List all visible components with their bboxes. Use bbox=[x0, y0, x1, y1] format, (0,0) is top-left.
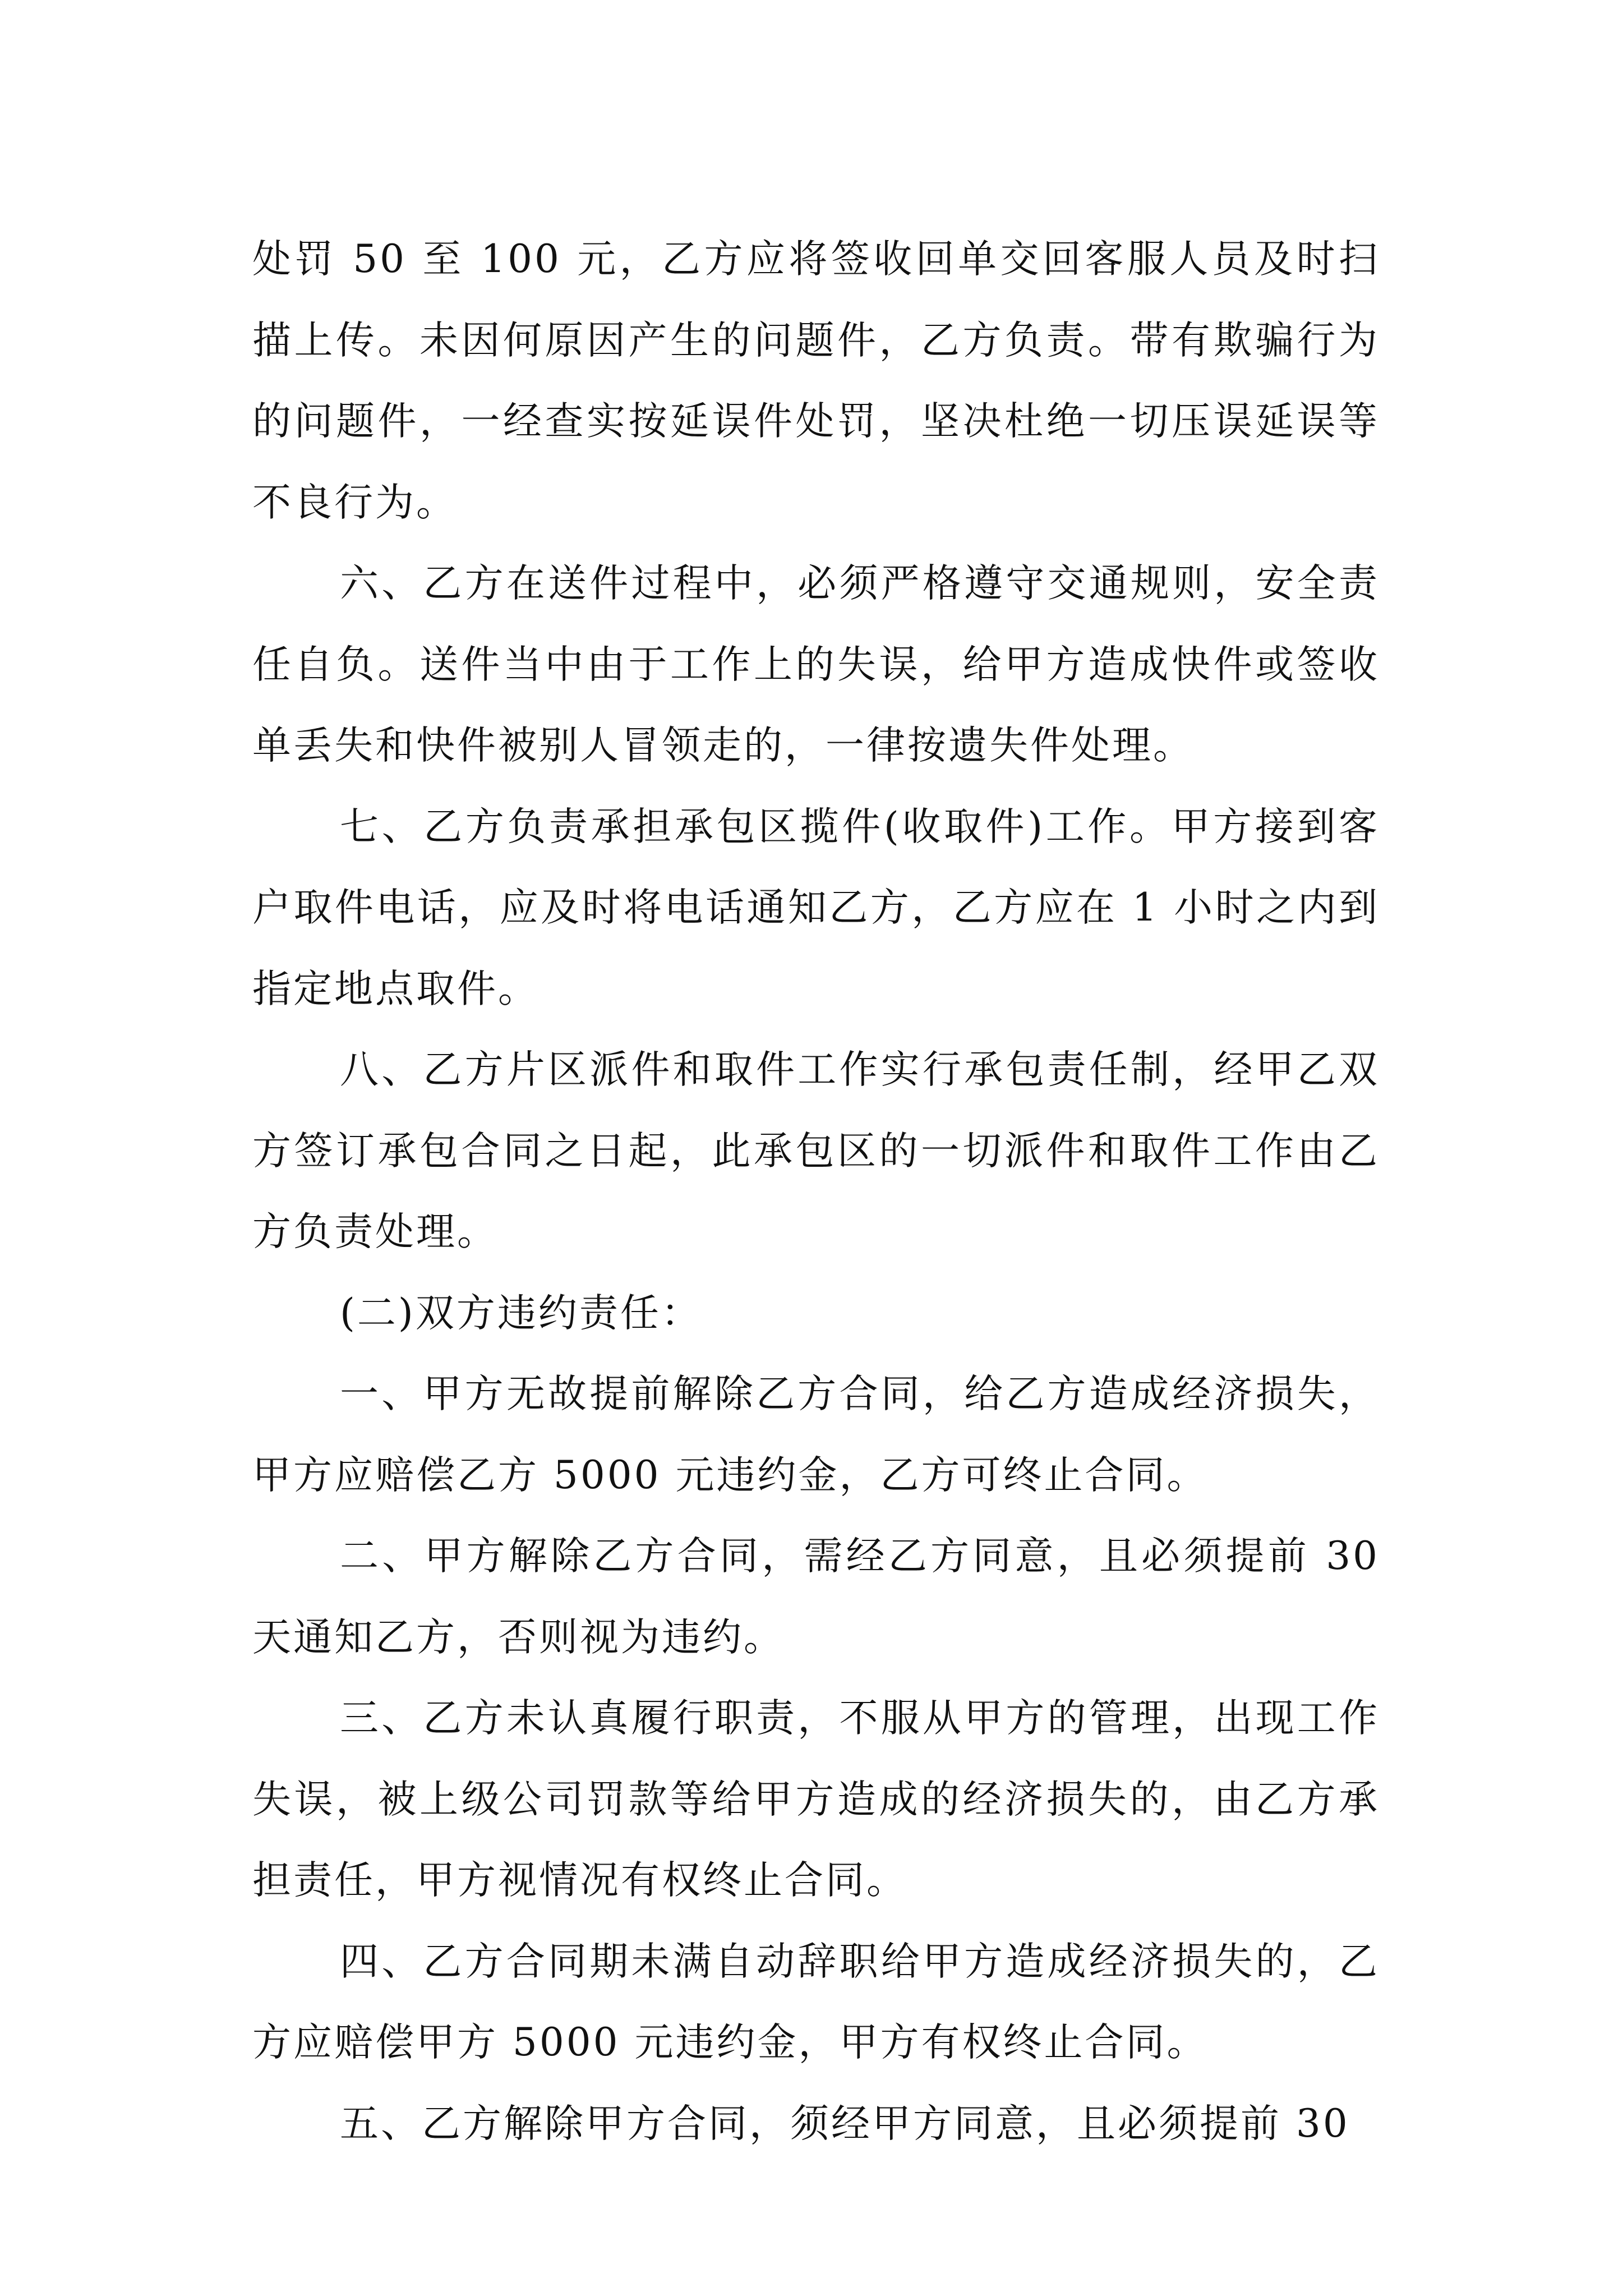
paragraph-clause-7: 七、乙方负责承担承包区揽件(收取件)工作。甲方接到客户取件电话，应及时将电话通知乙方，乙方应在 1 小时之内到指定地点取件。 bbox=[252, 804, 1380, 1011]
paragraph-breach-3: 三、乙方未认真履行职责，不服从甲方的管理，出现工作失误，被上级公司罚款等给甲方造成的经济损失的，由乙方承担责任，甲方视情况有权终止合同。 bbox=[252, 1696, 1380, 1903]
paragraph-breach-4: 四、乙方合同期未满自动辞职给甲方造成经济损失的，乙方应赔偿甲方 5000 元违约金，甲方有权终止合同。 bbox=[252, 1939, 1380, 2065]
paragraph-clause-6: 六、乙方在送件过程中，必须严格遵守交通规则，安全责任自负。送件当中由于工作上的失误，给甲方造成快件或签收单丢失和快件被别人冒领走的，一律按遗失件处理。 bbox=[252, 561, 1380, 768]
paragraph-penalty-continuation: 处罚 50 至 100 元，乙方应将签收回单交回客服人员及时扫描上传。未因何原因产生的问题件，乙方负责。带有欺骗行为的问题件，一经查实按延误件处罚，坚决杜绝一切压误延误等不良行为。 bbox=[252, 237, 1380, 525]
paragraph-breach-2: 二、甲方解除乙方合同，需经乙方同意，且必须提前 30 天通知乙方，否则视为违约。 bbox=[252, 1534, 1380, 1660]
contract-body bbox=[252, 219, 1380, 2164]
section-heading-breach-liability: (二)双方违约责任： bbox=[340, 1290, 702, 1336]
paragraph-clause-8: 八、乙方片区派件和取件工作实行承包责任制，经甲乙双方签订承包合同之日起，此承包区的一切派件和取件工作由乙方负责处理。 bbox=[252, 1047, 1380, 1254]
paragraph-breach-5: 五、乙方解除甲方合同，须经甲方同意，且必须提前 30 bbox=[340, 2101, 1350, 2146]
paragraph-breach-1: 一、甲方无故提前解除乙方合同，给乙方造成经济损失，甲方应赔偿乙方 5000 元违约金，乙方可终止合同。 bbox=[252, 1372, 1380, 1498]
